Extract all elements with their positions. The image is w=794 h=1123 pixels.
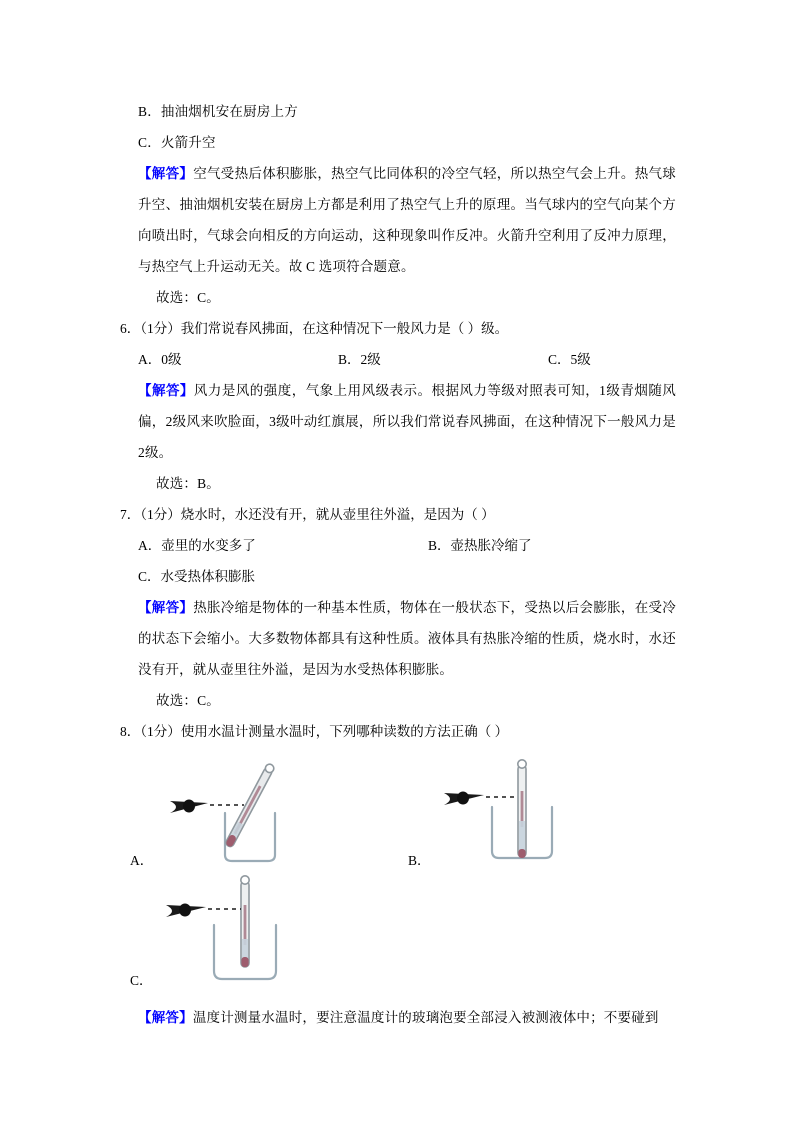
tilted-thermometer-in-beaker-icon bbox=[152, 751, 392, 863]
q8-figure-group bbox=[120, 751, 676, 1001]
jieda-label: 【解答】 bbox=[138, 383, 194, 398]
q6-options-row bbox=[120, 344, 676, 375]
q7-explanation-text: 热胀冷缩是物体的一种基本性质，物体在一般状态下，受热以后会膨胀，在受冷的状态下会缩小。大多数物体都具有这种性质。液体具有热胀冷缩的性质，烧水时，水还没有开，就从壶里往外溢，是因为水受热体积膨胀。 bbox=[138, 600, 677, 677]
q6-number: 6． bbox=[120, 321, 141, 336]
q7-answer-line: 故选：C。 bbox=[156, 693, 221, 708]
q7-option-c: C．水受热体积膨胀 bbox=[138, 569, 256, 584]
q5-explanation-text: 空气受热后体积膨胀，热空气比同体积的冷空气轻，所以热空气会上升。热气球升空、抽油烟机安装在厨房上方都是利用了热空气上升的原理。当气球内的空气向某个方向喷出时，气球会向相反的方向运动，这种现象叫作反冲。火箭升空利用了反冲力原理，与热空气上升运动无关。故 C 选项符合题意。 bbox=[138, 166, 677, 274]
jieda-label: 【解答】 bbox=[138, 166, 194, 181]
q6-explanation-block bbox=[120, 375, 676, 468]
q8-figure-c bbox=[130, 871, 400, 989]
q6-option-c: C．5级 bbox=[548, 352, 591, 367]
q6-answer-line: 故选：B。 bbox=[156, 476, 221, 491]
q5-option-c: C．火箭升空 bbox=[138, 135, 216, 150]
q8-figure-b-label: B． bbox=[408, 853, 431, 868]
q7-option-b: B．壶热胀冷缩了 bbox=[428, 538, 532, 553]
q5-option-b: B．抽油烟机安在厨房上方 bbox=[138, 104, 298, 119]
q7-number: 7． bbox=[120, 507, 141, 522]
q8-score: （1分） bbox=[140, 724, 181, 739]
document-content bbox=[120, 96, 676, 1001]
q8-explanation-text: 温度计测量水温时，要注意温度计的玻璃泡要全部浸入被测液体中；不要碰到 bbox=[192, 1010, 659, 1025]
jieda-label: 【解答】 bbox=[138, 1010, 193, 1025]
q7-options-row bbox=[120, 530, 676, 561]
q5-explanation-block bbox=[120, 158, 676, 282]
q6-stem: 我们常说春风拂面，在这种情况下一般风力是（ ）级。 bbox=[180, 321, 509, 336]
q7-explanation-block bbox=[120, 592, 676, 685]
q8-explanation-block bbox=[120, 1002, 676, 1033]
q8-stem: 使用水温计测量水温时，下列哪种读数的方法正确（ ） bbox=[180, 724, 509, 739]
eye-icon bbox=[444, 792, 484, 806]
eye-icon bbox=[170, 800, 208, 814]
q8-figure-a-label: A． bbox=[130, 853, 154, 868]
q7-option-a: A．壶里的水变多了 bbox=[138, 538, 256, 553]
q6-stem-block bbox=[120, 313, 676, 344]
eye-icon bbox=[166, 904, 206, 918]
q8-figure-a bbox=[130, 751, 400, 869]
vertical-thermometer-touching-bottom-icon bbox=[430, 751, 670, 863]
jieda-label: 【解答】 bbox=[138, 600, 194, 615]
q6-explanation-text: 风力是风的强度，气象上用风级表示。根据风力等级对照表可知，1级青烟随风偏，2级风来吹脸面，3级叶动红旗展，所以我们常说春风拂面，在这种情况下一般风力是 2级。 bbox=[138, 383, 676, 460]
q7-stem-block bbox=[120, 499, 676, 530]
q6-option-a: A．0级 bbox=[138, 352, 182, 367]
q8-stem-block bbox=[120, 716, 676, 747]
q6-option-b: B．2级 bbox=[338, 352, 381, 367]
vertical-thermometer-suspended-icon bbox=[152, 871, 392, 983]
q8-explanation-wrapper bbox=[120, 1002, 676, 1033]
q7-option-c-row bbox=[120, 561, 676, 592]
q8-figure-b bbox=[408, 751, 678, 869]
q7-score: （1分） bbox=[140, 507, 181, 522]
q7-stem: 烧水时，水还没有开，就从壶里往外溢，是因为（ ） bbox=[180, 507, 495, 522]
q8-number: 8． bbox=[120, 724, 141, 739]
q5-answer-line: 故选：C。 bbox=[156, 290, 221, 305]
q8-figure-c-label: C． bbox=[130, 973, 153, 988]
q6-score: （1分） bbox=[140, 321, 181, 336]
